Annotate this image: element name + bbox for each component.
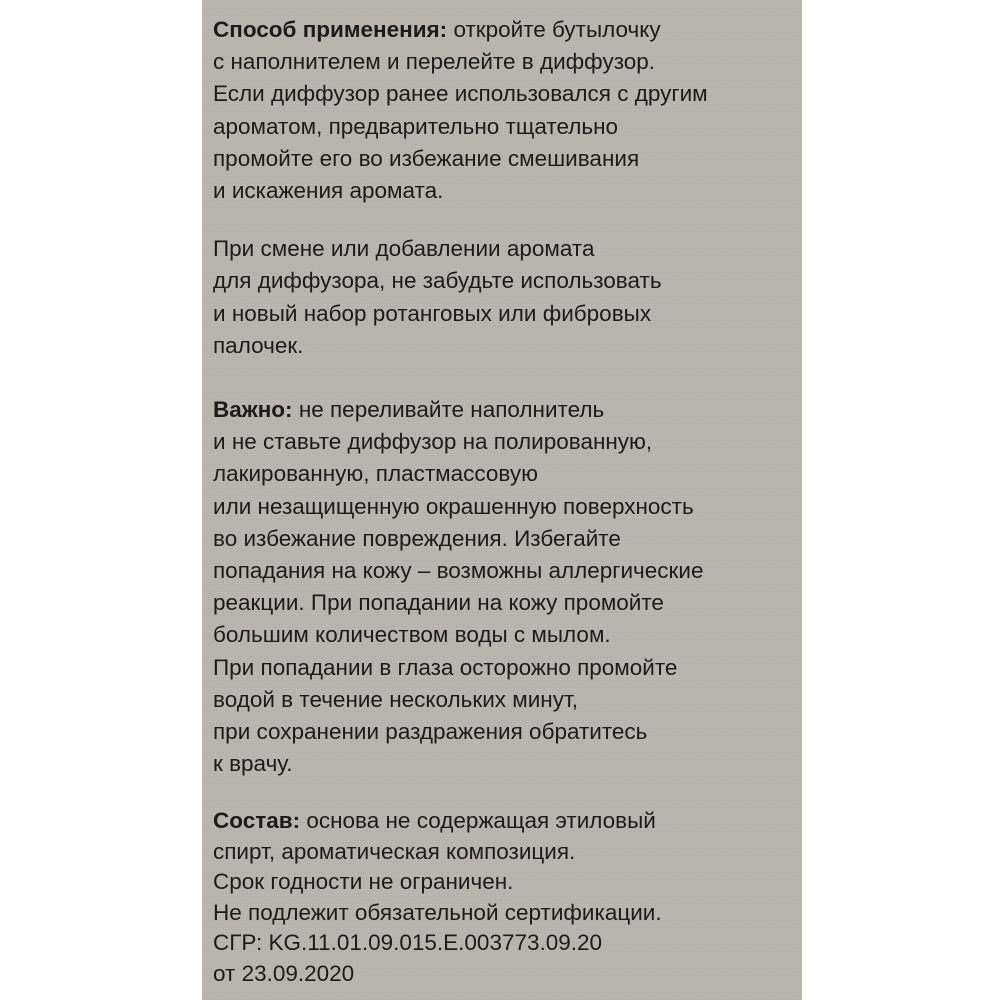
text-line: не переливайте наполнитель — [298, 397, 605, 423]
text-line: Срок годности не ограничен. — [213, 869, 514, 895]
composition-section — [213, 806, 798, 989]
text-line: основа не содержащая этиловый — [306, 808, 656, 834]
text-line: спирт, ароматическая композиция. — [213, 838, 576, 864]
text-line: Не подлежит обязательной сертификации. — [213, 899, 662, 925]
text-line: При попадании в глаза осторожно промойте — [213, 654, 678, 680]
change-aroma-section — [213, 233, 798, 362]
text-line: попадания на кожу – возможны аллергические — [213, 558, 704, 584]
text-line: к врачу. — [213, 751, 293, 777]
text-line: при сохранении раздражения обратитесь — [213, 719, 648, 745]
text-line: палочек. — [213, 332, 304, 358]
text-line: водой в течение нескольких минут, — [213, 686, 579, 712]
text-line: или незащищенную окрашенную поверхность — [213, 493, 694, 519]
text-line: большим количеством воды с мылом. — [213, 622, 611, 648]
certificate-number: СГР: KG.11.01.09.015.E.003773.09.20 — [213, 930, 603, 956]
text-line: во избежание повреждения. Избегайте — [213, 525, 621, 551]
label-text — [213, 14, 798, 989]
text-line: реакции. При попадании на кожу промойте — [213, 590, 664, 616]
text-line: При смене или добавлении аромата — [213, 236, 595, 262]
text-line: откройте бутылочку — [453, 17, 661, 42]
certificate-date: от 23.09.2020 — [213, 960, 355, 986]
important-section — [213, 394, 798, 780]
label-card — [202, 0, 802, 1000]
text-line: и не ставьте диффузор на полированную, — [213, 429, 653, 455]
text-line: ароматом, предварительно тщательно — [213, 113, 619, 139]
section-label: Важно: — [213, 397, 293, 423]
text-line: для диффузора, не забудьте использовать — [213, 268, 662, 294]
text-line: и новый набор ротанговых или фибровых — [213, 300, 652, 326]
text-line: промойте его во избежание смешивания — [213, 145, 640, 171]
section-label: Состав: — [213, 808, 301, 834]
section-label: Способ применения: — [213, 17, 448, 42]
text-line: с наполнителем и перелейте в диффузор. — [213, 49, 656, 75]
text-line: и искажения аромата. — [213, 178, 444, 204]
text-line: Если диффузор ранее использовался с другим — [213, 81, 708, 107]
usage-section — [213, 14, 798, 207]
text-line: лакированную, пластмассовую — [213, 461, 538, 487]
